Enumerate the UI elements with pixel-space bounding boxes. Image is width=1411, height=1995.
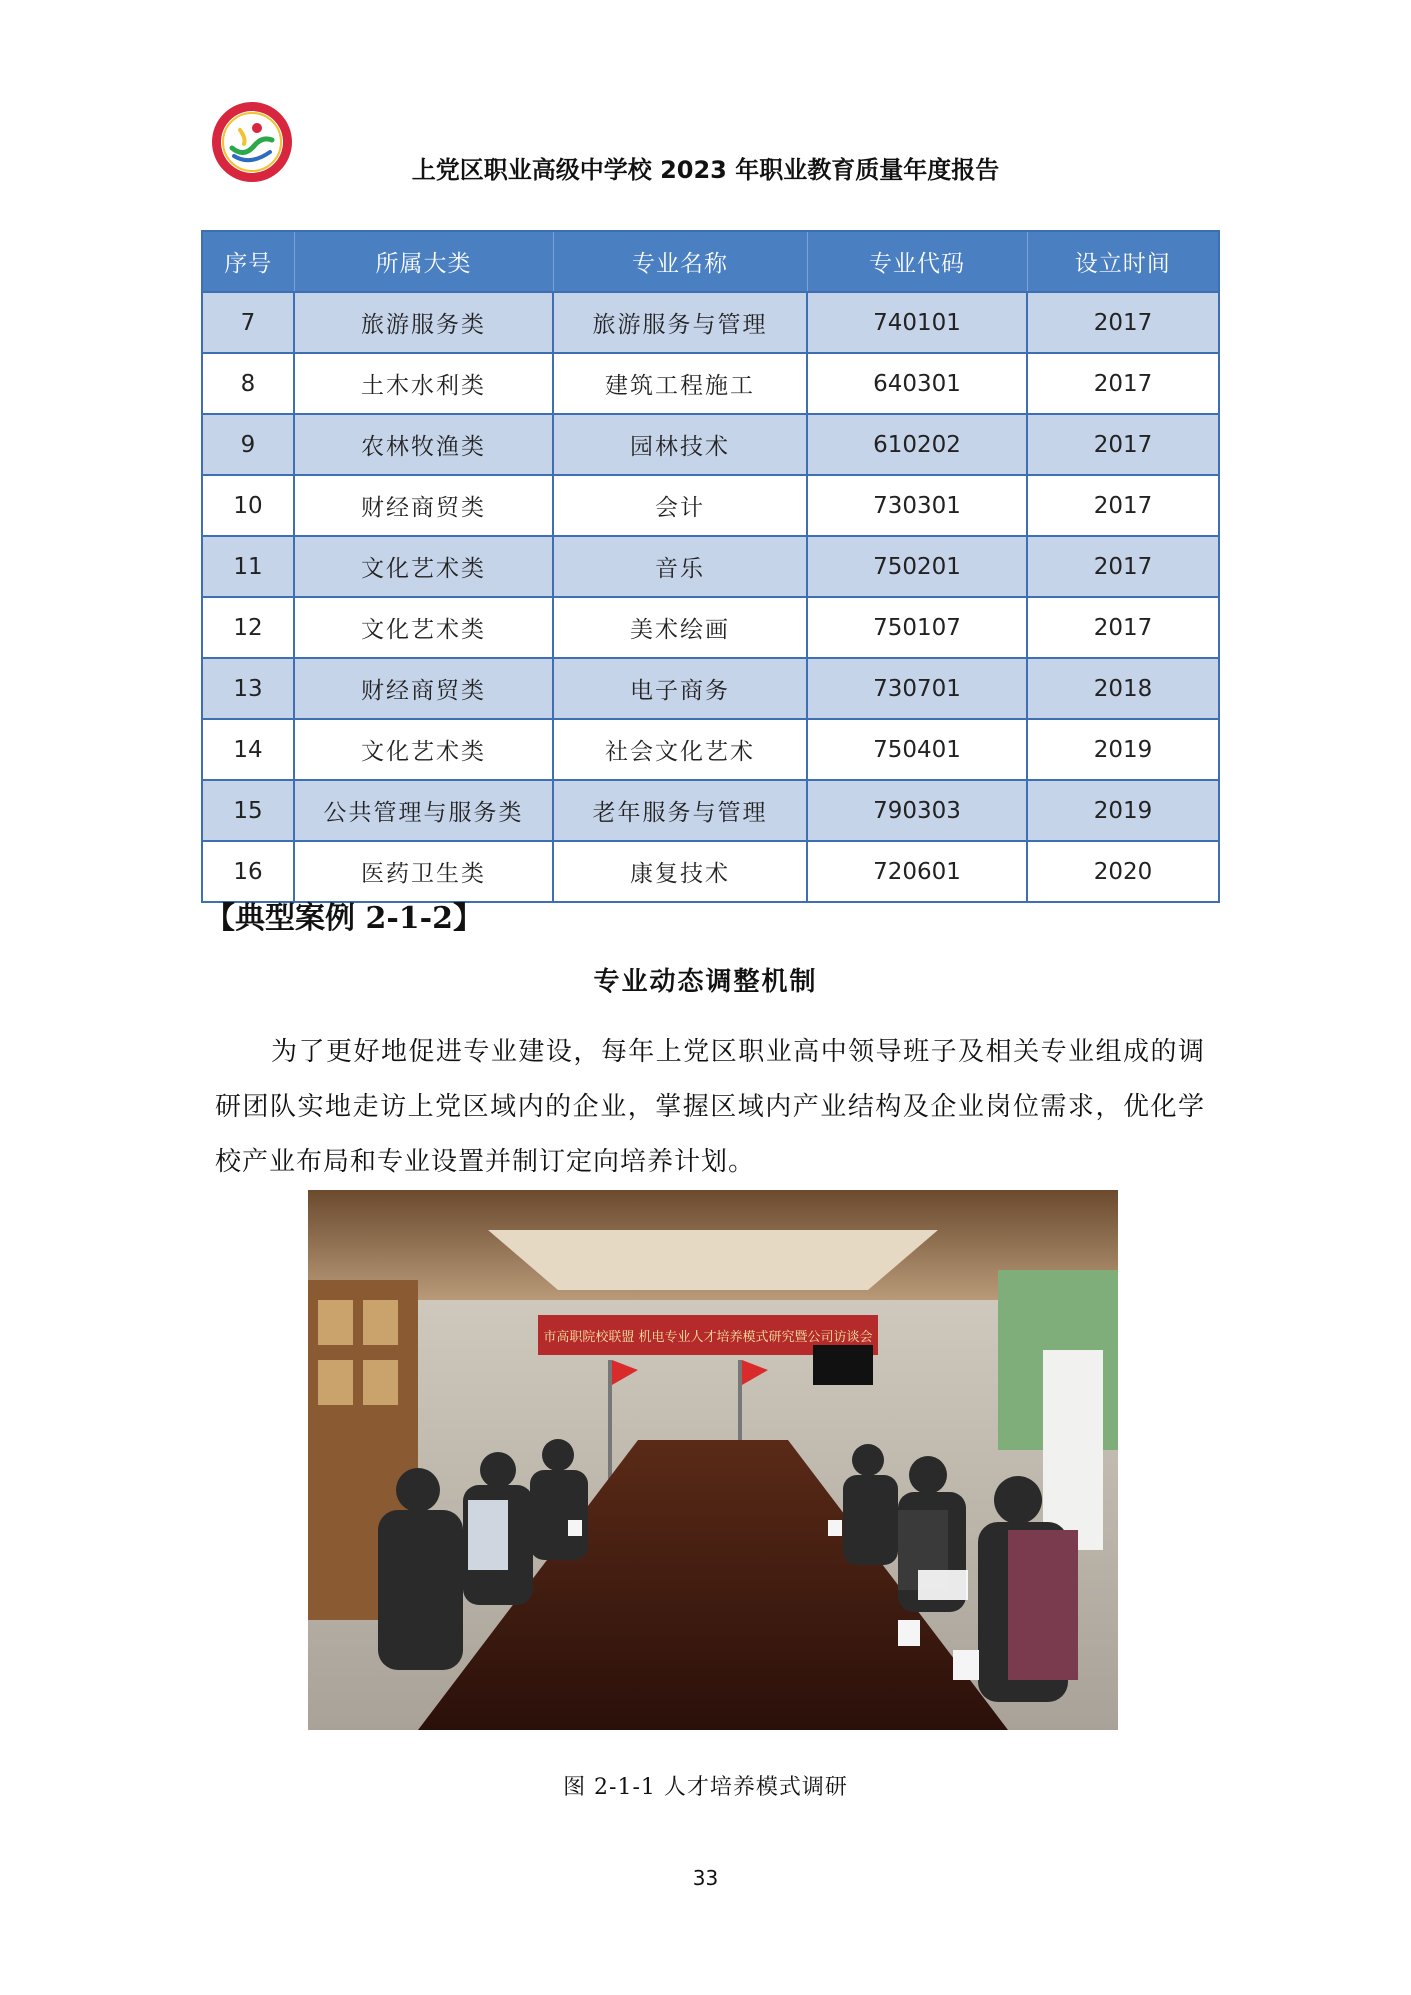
header-index: 序号 (202, 231, 294, 292)
cell-major-code: 730301 (807, 475, 1027, 536)
majors-table (201, 230, 1218, 903)
cell-major-code: 750401 (807, 719, 1027, 780)
cell-category: 土木水利类 (294, 353, 553, 414)
header-category: 所属大类 (294, 231, 553, 292)
cell-major-name: 会计 (553, 475, 807, 536)
cell-major-code: 750107 (807, 597, 1027, 658)
case-title: 【典型案例 2-1-2】 (205, 901, 483, 936)
section-heading: 专业动态调整机制 (593, 967, 818, 997)
header-major-name: 专业名称 (553, 231, 807, 292)
cell-category: 公共管理与服务类 (294, 780, 553, 841)
cell-established: 2017 (1027, 597, 1219, 658)
table-row (202, 292, 1219, 353)
cell-major-code: 640301 (807, 353, 1027, 414)
header-established: 设立时间 (1027, 231, 1219, 292)
table-header-row (202, 231, 1219, 292)
table-row (202, 414, 1219, 475)
figure-caption: 图 2-1-1 人才培养模式调研 (563, 1775, 848, 1800)
body-paragraph: 为了更好地促进专业建设，每年上党区职业高中领导班子及相关专业组成的调研团队实地走访上党区域内的企业，掌握区域内产业结构及企业岗位需求，优化学校产业布局和专业设置并制订定向培养计划。 (215, 1037, 1205, 1177)
cell-major-code: 790303 (807, 780, 1027, 841)
cell-major-name: 康复技术 (553, 841, 807, 902)
cell-index: 10 (202, 475, 294, 536)
cell-major-code: 610202 (807, 414, 1027, 475)
table-row (202, 719, 1219, 780)
cell-established: 2017 (1027, 475, 1219, 536)
cell-major-code: 720601 (807, 841, 1027, 902)
cell-major-code: 740101 (807, 292, 1027, 353)
cell-index: 14 (202, 719, 294, 780)
cell-major-name: 社会文化艺术 (553, 719, 807, 780)
cell-major-code: 750201 (807, 536, 1027, 597)
cell-major-name: 音乐 (553, 536, 807, 597)
cell-category: 财经商贸类 (294, 475, 553, 536)
report-header-title: 上党区职业高级中学校 2023 年职业教育质量年度报告 (411, 156, 1000, 184)
cell-established: 2018 (1027, 658, 1219, 719)
cell-established: 2017 (1027, 414, 1219, 475)
cell-established: 2019 (1027, 780, 1219, 841)
cell-established: 2017 (1027, 536, 1219, 597)
table-row (202, 780, 1219, 841)
table-row (202, 536, 1219, 597)
cell-category: 农林牧渔类 (294, 414, 553, 475)
cell-major-name: 建筑工程施工 (553, 353, 807, 414)
table-row (202, 658, 1219, 719)
cell-index: 13 (202, 658, 294, 719)
cell-major-name: 园林技术 (553, 414, 807, 475)
table-row (202, 597, 1219, 658)
cell-category: 文化艺术类 (294, 719, 553, 780)
page-number: 33 (692, 1866, 719, 1890)
cell-index: 9 (202, 414, 294, 475)
cell-established: 2020 (1027, 841, 1219, 902)
cell-index: 15 (202, 780, 294, 841)
table-row (202, 475, 1219, 536)
cell-index: 11 (202, 536, 294, 597)
cell-category: 文化艺术类 (294, 536, 553, 597)
cell-index: 16 (202, 841, 294, 902)
cell-established: 2019 (1027, 719, 1219, 780)
cell-index: 12 (202, 597, 294, 658)
cell-established: 2017 (1027, 292, 1219, 353)
cell-major-name: 电子商务 (553, 658, 807, 719)
table-row (202, 353, 1219, 414)
cell-category: 旅游服务类 (294, 292, 553, 353)
cell-category: 医药卫生类 (294, 841, 553, 902)
cell-major-name: 旅游服务与管理 (553, 292, 807, 353)
cell-index: 8 (202, 353, 294, 414)
cell-established: 2017 (1027, 353, 1219, 414)
cell-major-name: 美术绘画 (553, 597, 807, 658)
header-major-code: 专业代码 (807, 231, 1027, 292)
meeting-photo (308, 1190, 1118, 1730)
cell-category: 文化艺术类 (294, 597, 553, 658)
meeting-banner-text: 市高职院校联盟 机电专业人才培养模式研究暨公司访谈会 (543, 1330, 873, 1345)
cell-index: 7 (202, 292, 294, 353)
cell-major-code: 730701 (807, 658, 1027, 719)
cell-major-name: 老年服务与管理 (553, 780, 807, 841)
cell-category: 财经商贸类 (294, 658, 553, 719)
